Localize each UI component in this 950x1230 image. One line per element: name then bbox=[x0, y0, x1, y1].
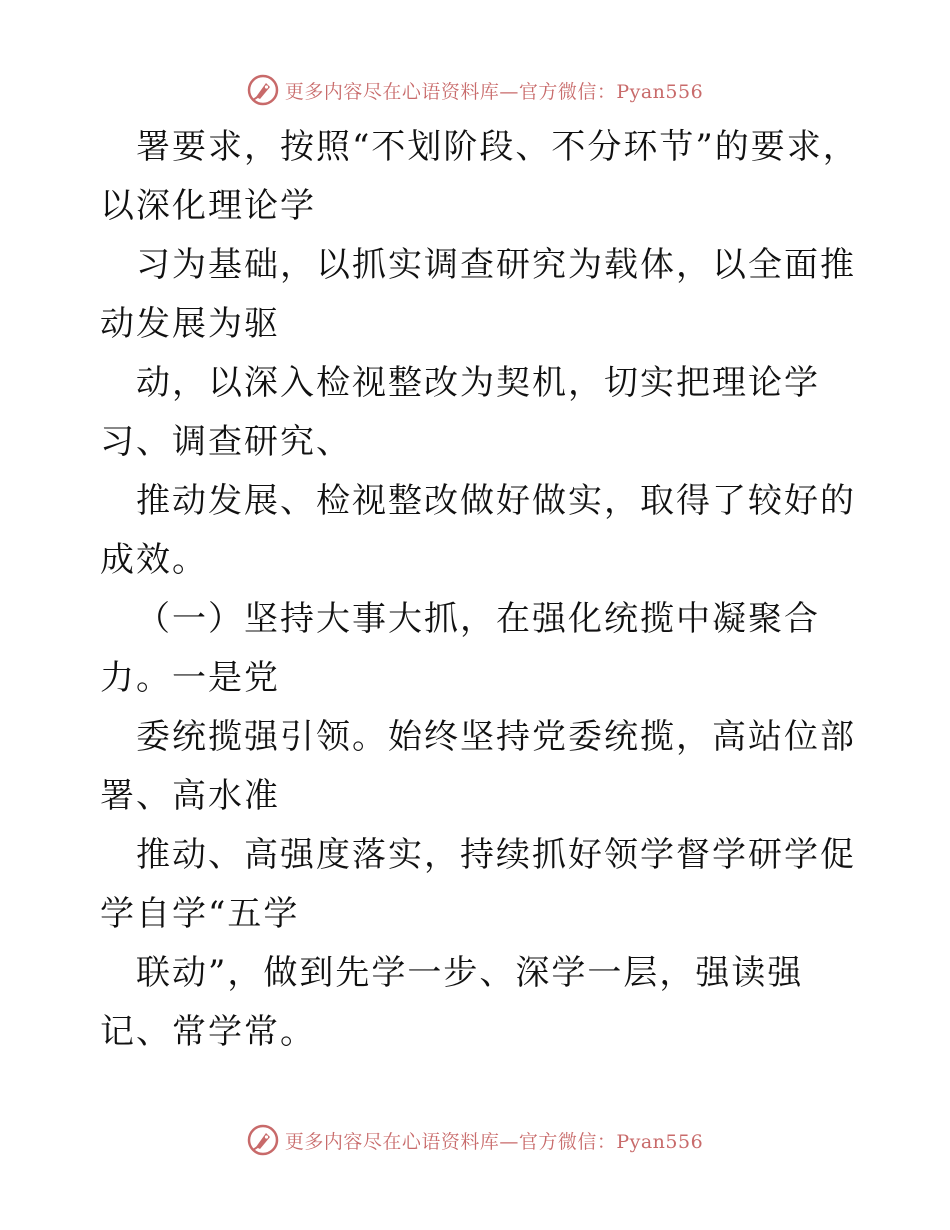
paragraph-6 bbox=[100, 708, 860, 826]
paragraph-4 bbox=[100, 472, 860, 590]
paragraph-text: （一）坚持大事大抓，在强化统揽中凝聚合力。一是党 bbox=[100, 599, 820, 698]
paragraph-7 bbox=[100, 826, 860, 944]
watermark-text: 更多内容尽在心语资料库—官方微信：Pyan556 bbox=[284, 1130, 704, 1153]
document-body bbox=[100, 118, 860, 1062]
watermark-text: 更多内容尽在心语资料库—官方微信：Pyan556 bbox=[284, 80, 704, 103]
paragraph-text: 委统揽强引领。始终坚持党委统揽，高站位部署、高水准 bbox=[100, 717, 856, 816]
paragraph-text: 习为基础，以抓实调查研究为载体，以全面推动发展为驱 bbox=[100, 245, 856, 344]
pen-nib-logo-icon bbox=[247, 74, 279, 106]
paragraph-text: 推动发展、检视整改做好做实，取得了较好的成效。 bbox=[100, 481, 856, 580]
paragraph-8 bbox=[100, 944, 860, 1062]
paragraph-text: 推动、高强度落实，持续抓好领学督学研学促学自学“五学 bbox=[100, 835, 856, 934]
paragraph-text: 联动”，做到先学一步、深学一层，强读强记、常学常。 bbox=[100, 953, 804, 1052]
header-watermark bbox=[0, 70, 950, 110]
paragraph-1 bbox=[100, 118, 860, 236]
paragraph-5 bbox=[100, 590, 860, 708]
paragraph-text: 动，以深入检视整改为契机，切实把理论学习、调查研究、 bbox=[100, 363, 820, 462]
pen-nib-logo-icon bbox=[247, 1124, 279, 1156]
paragraph-3 bbox=[100, 354, 860, 472]
footer-watermark bbox=[0, 1120, 950, 1160]
paragraph-text: 署要求，按照“不划阶段、不分环节”的要求，以深化理论学 bbox=[100, 127, 859, 226]
paragraph-2 bbox=[100, 236, 860, 354]
